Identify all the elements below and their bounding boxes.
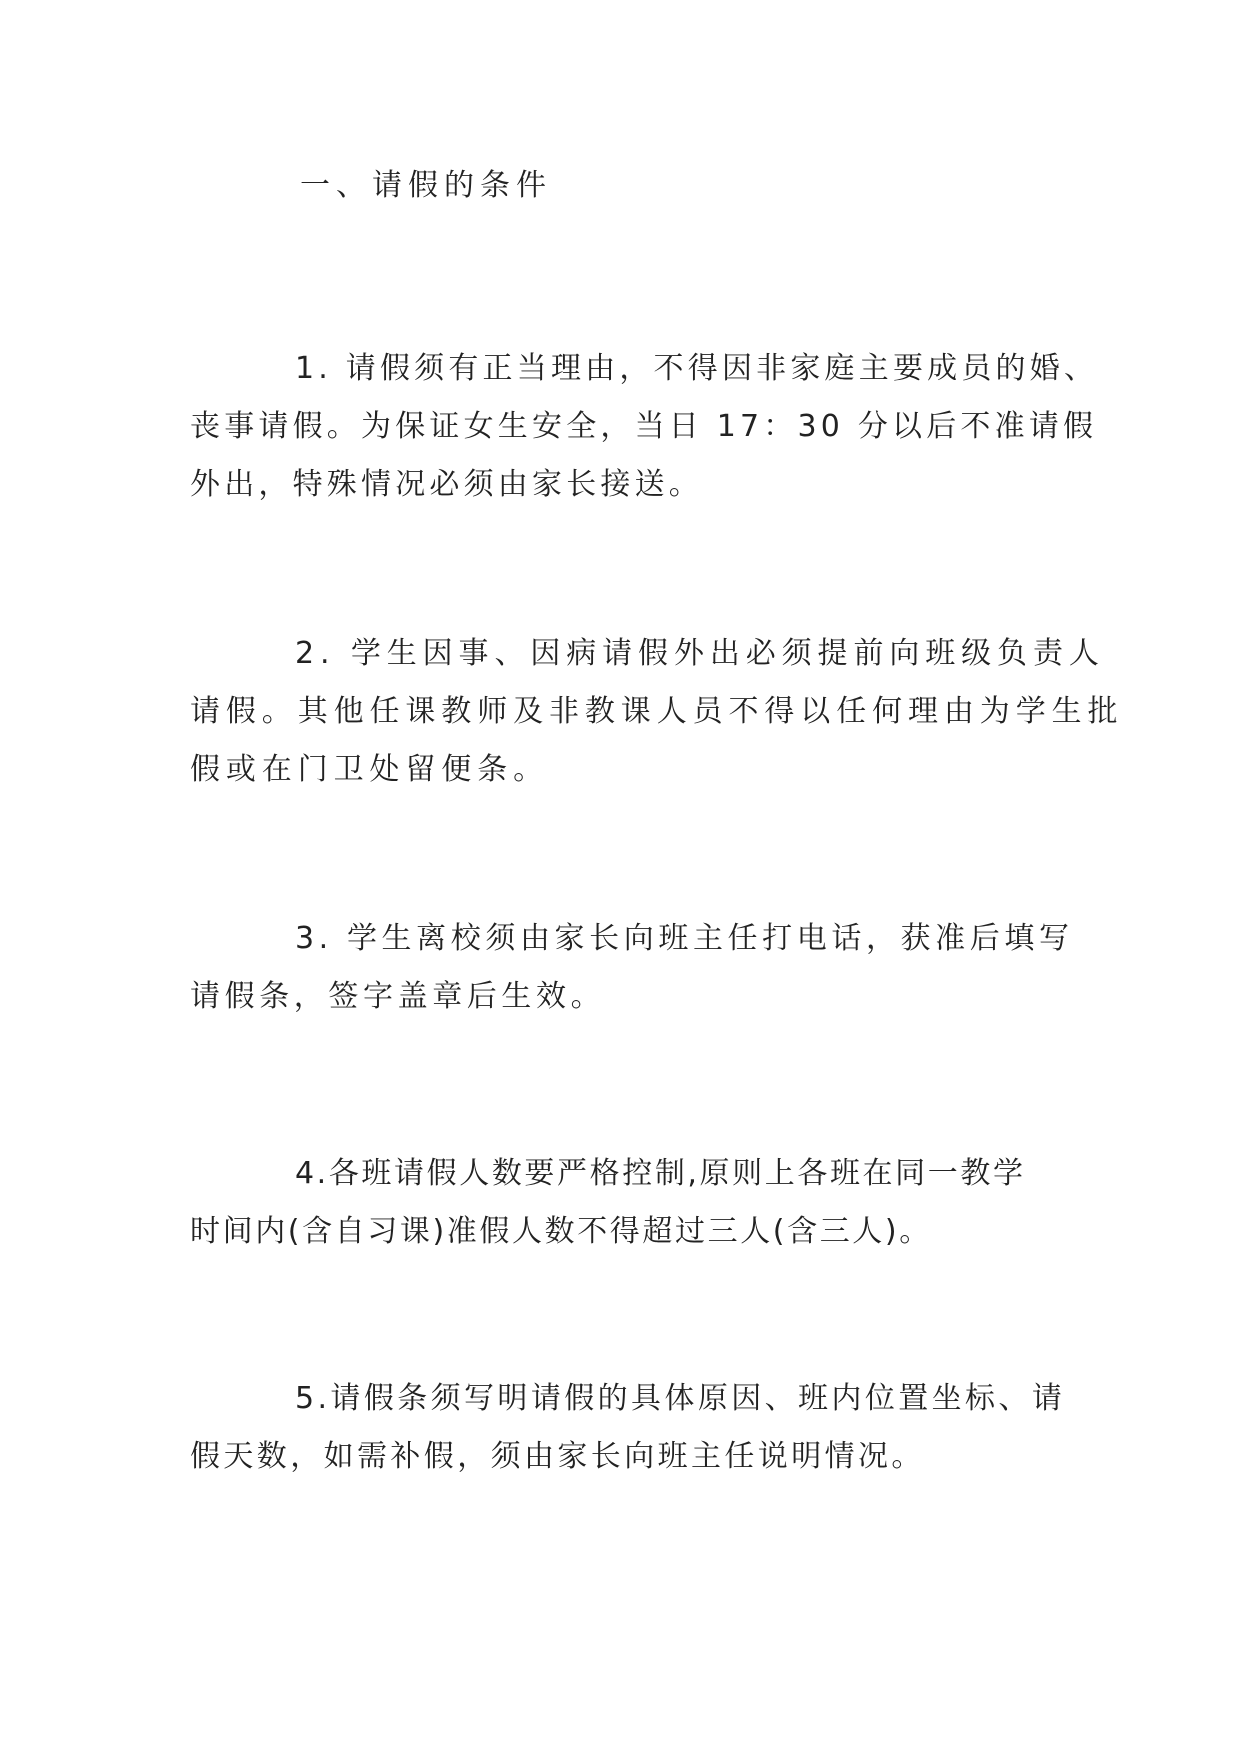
paragraph-line: 2. 学生因事、因病请假外出必须提前向班级负责人	[295, 636, 1105, 671]
paragraph-line: 假或在门卫处留便条。	[190, 752, 549, 787]
paragraph-2	[190, 625, 1124, 799]
paragraph-line: 1. 请假须有正当理由，不得因非家庭主要成员的婚、	[295, 351, 1099, 386]
paragraph-line: 3. 学生离校须由家长向班主任打电话，获准后填写	[295, 921, 1074, 956]
paragraph-line: 假天数，如需补假，须由家长向班主任说明情况。	[190, 1439, 925, 1474]
paragraph-line: 4.各班请假人数要严格控制,原则上各班在同一教学	[295, 1156, 1026, 1191]
paragraph-line: 请假。其他任课教师及非教课人员不得以任何理由为学生批	[190, 694, 1124, 729]
section-heading: 一、请假的条件	[300, 168, 552, 203]
paragraph-5	[190, 1370, 1066, 1486]
paragraph-line: 时间内(含自习课)准假人数不得超过三人(含三人)。	[190, 1214, 932, 1249]
paragraph-4	[190, 1145, 1050, 1261]
paragraph-line: 5.请假条须写明请假的具体原因、班内位置坐标、请	[295, 1381, 1066, 1416]
paragraph-line: 外出，特殊情况必须由家长接送。	[190, 467, 703, 502]
paragraph-line: 丧事请假。为保证女生安全，当日 17：30 分以后不准请假	[190, 409, 1098, 444]
paragraph-1	[190, 340, 1099, 514]
paragraph-line: 请假条，签字盖章后生效。	[190, 979, 606, 1014]
paragraph-3	[190, 910, 1074, 1026]
